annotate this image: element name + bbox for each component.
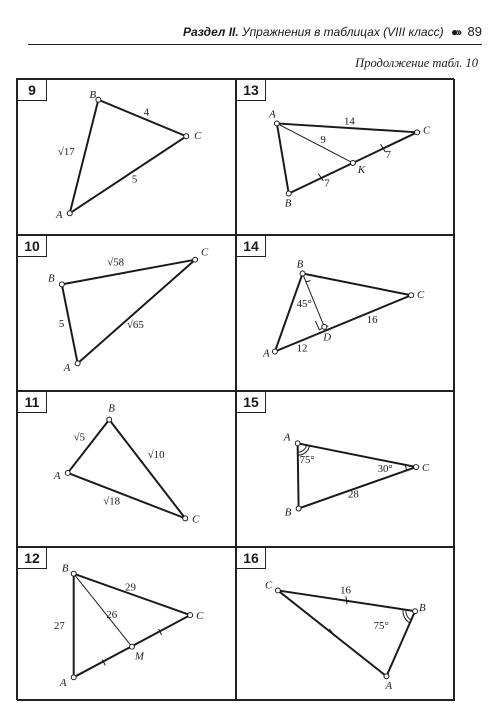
side-cb: 16 xyxy=(340,584,351,597)
problem-12-figure xyxy=(18,548,235,700)
vertex-c: C xyxy=(417,289,425,302)
median-bm: 26 xyxy=(106,609,118,622)
page-header xyxy=(28,18,482,45)
vertex-c: C xyxy=(201,246,209,259)
vertex-b: B xyxy=(284,197,292,210)
segment-dc: 16 xyxy=(366,313,378,326)
vertex-b: B xyxy=(61,562,69,575)
problem-15-figure xyxy=(237,392,454,546)
page-number: 89 xyxy=(467,24,482,39)
vertex-b: B xyxy=(48,272,55,285)
angle-b-label: 75° xyxy=(373,619,389,632)
problem-number: 10 xyxy=(18,236,47,257)
side-bc: √10 xyxy=(147,449,165,462)
segment-ak: 9 xyxy=(320,134,326,147)
segment-bk: 7 xyxy=(324,177,330,190)
vertex-a: A xyxy=(55,209,63,222)
point-d: D xyxy=(323,331,332,344)
problem-13-cell xyxy=(236,79,455,235)
vertex-a: A xyxy=(268,108,276,121)
problem-number: 16 xyxy=(237,548,266,569)
side-ac: √65 xyxy=(126,318,144,331)
table-continuation: Продолжение табл. 10 xyxy=(355,56,478,70)
header-text xyxy=(183,24,482,39)
side-bc: √58 xyxy=(107,256,125,269)
problem-14-cell xyxy=(236,235,455,391)
vertex-c: C xyxy=(196,610,204,623)
problem-number: 11 xyxy=(18,392,47,413)
problem-13-figure xyxy=(237,80,454,234)
side-ab: 27 xyxy=(53,619,65,632)
problem-10-cell xyxy=(17,235,236,391)
vertex-b: B xyxy=(108,402,115,415)
side-bc: 28 xyxy=(347,488,359,501)
side-ab: √17 xyxy=(57,146,75,159)
side-ab: √5 xyxy=(73,431,86,444)
problem-number: 12 xyxy=(18,548,47,569)
exercise-table xyxy=(16,78,454,700)
section-label: Раздел II. xyxy=(183,25,239,39)
arrows-icon: ●›› xyxy=(450,25,461,39)
angle-c-label: 30° xyxy=(377,462,393,475)
problem-10-figure xyxy=(18,236,235,390)
problem-number: 9 xyxy=(18,80,47,101)
side-ac: √18 xyxy=(103,495,121,508)
segment-ad: 12 xyxy=(296,342,308,355)
problem-11-cell xyxy=(17,391,236,547)
vertex-b: B xyxy=(284,506,292,519)
side-bc: 29 xyxy=(125,581,136,594)
problem-number: 14 xyxy=(237,236,266,257)
vertex-c: C xyxy=(422,461,430,474)
problem-14-figure xyxy=(237,236,454,390)
segment-kc: 7 xyxy=(385,148,391,161)
problem-12-cell xyxy=(17,547,236,701)
side-bc: 4 xyxy=(143,106,150,119)
vertex-c: C xyxy=(192,513,200,526)
header-title: Упражнения в таблицах (VIII класс) xyxy=(242,25,444,39)
side-ac: 14 xyxy=(344,115,355,128)
angle-label: 45° xyxy=(296,298,312,311)
vertex-c: C xyxy=(265,579,273,592)
problem-15-cell xyxy=(236,391,455,547)
vertex-a: A xyxy=(385,680,393,693)
vertex-b: B xyxy=(419,602,426,615)
problem-9-cell xyxy=(17,79,236,235)
vertex-b: B xyxy=(89,88,97,101)
side-ac: 5 xyxy=(131,173,138,186)
point-k: K xyxy=(357,163,366,176)
vertex-c: C xyxy=(422,124,431,137)
vertex-c: C xyxy=(194,130,202,143)
vertex-a: A xyxy=(283,431,291,444)
vertex-b: B xyxy=(296,258,304,271)
point-m: M xyxy=(134,650,144,663)
vertex-a: A xyxy=(63,362,71,375)
problem-16-cell xyxy=(236,547,455,701)
problem-number: 13 xyxy=(237,80,266,101)
angle-a-label: 75° xyxy=(299,454,315,467)
problem-11-figure xyxy=(18,392,235,546)
side-ab: 5 xyxy=(58,317,65,330)
vertex-a: A xyxy=(53,469,61,482)
problem-number: 15 xyxy=(237,392,266,413)
problem-9-figure xyxy=(18,80,235,234)
problem-16-figure xyxy=(237,548,454,700)
vertex-a: A xyxy=(263,347,270,360)
vertex-a: A xyxy=(59,677,67,690)
